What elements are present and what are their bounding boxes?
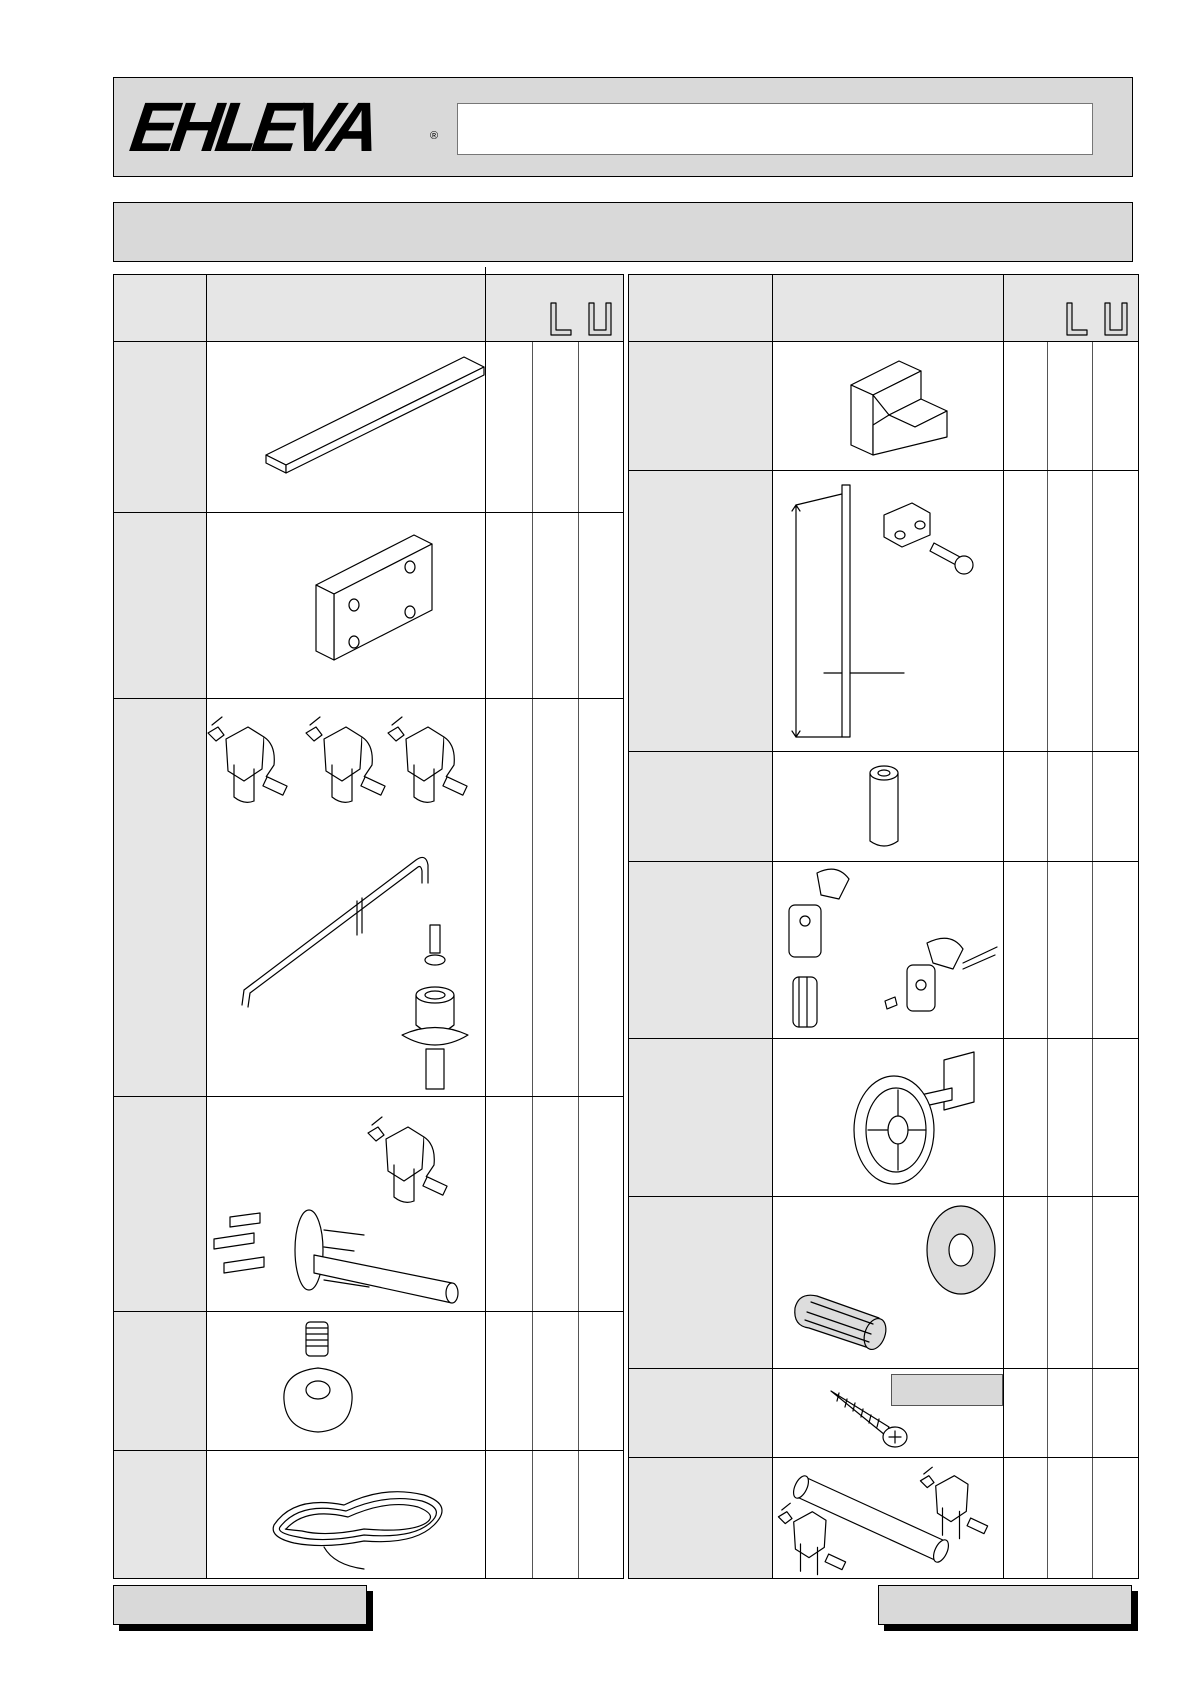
set-screw-ball-drawing: [274, 1320, 384, 1440]
right-header-row: [629, 275, 1138, 341]
hinge-clamp-drawing: [777, 865, 1005, 1035]
u-profile-icon: [1104, 302, 1128, 336]
footer-right-box: [878, 1585, 1132, 1625]
bracket-set-drawing: [204, 705, 494, 1095]
brand-logo: [125, 88, 439, 166]
tube-clamps-drawing: [777, 1463, 1005, 1573]
l-profile-icon: [550, 302, 572, 336]
brand-name: EHLEVA: [125, 88, 380, 166]
subtitle-band: [113, 202, 1133, 262]
right-parts-table: [628, 274, 1139, 1579]
left-parts-table: [113, 274, 624, 1579]
mounting-block-drawing: [314, 530, 444, 665]
threaded-sleeve-drawing: [864, 763, 904, 853]
l-profile-icon: [1066, 302, 1088, 336]
cable-coil-drawing: [264, 1465, 464, 1575]
header-bar: [113, 77, 1133, 177]
left-header-row: [114, 275, 623, 341]
title-field: [457, 103, 1093, 155]
wheel-handle-drawing: [844, 1050, 984, 1190]
footer-left-box: [113, 1585, 367, 1625]
board-plank-drawing: [264, 355, 494, 495]
wall-bracket-drawing: [204, 1105, 494, 1305]
wood-screw-drawing: [829, 1385, 929, 1455]
l-angle-profile-drawing: [849, 355, 959, 465]
rod-bracket-drawing: [784, 475, 1004, 745]
registered-mark: ®: [430, 130, 439, 142]
dowel-washer-drawing: [789, 1200, 999, 1360]
left-number-column: [114, 275, 206, 1578]
u-profile-icon: [588, 302, 612, 336]
